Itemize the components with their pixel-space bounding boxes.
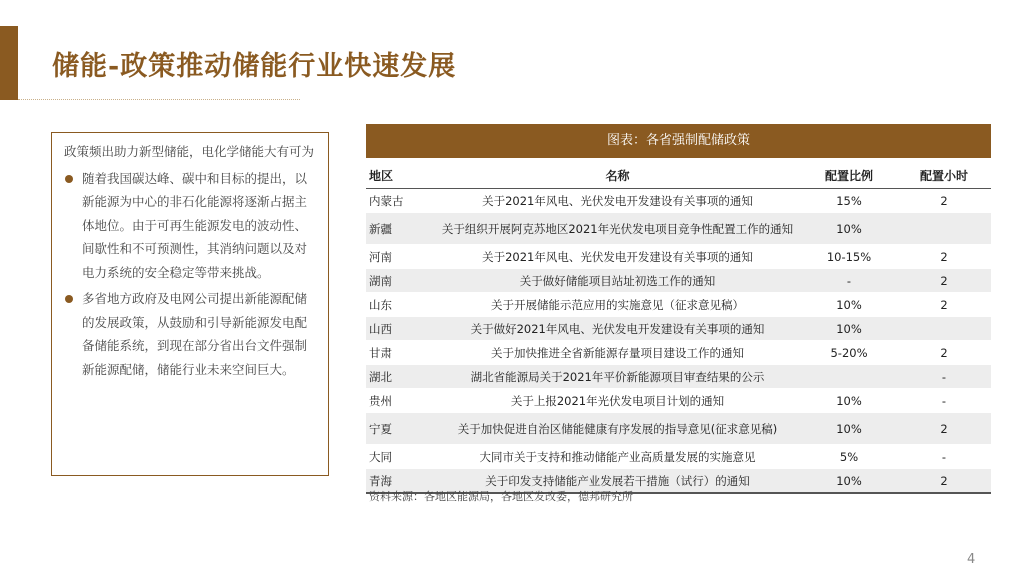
table-row — [366, 413, 991, 445]
cell-hours — [897, 317, 991, 341]
cell-policy-name: 关于上报2021年光伏发电项目计划的通知 — [434, 389, 801, 413]
cell-hours: 2 — [897, 245, 991, 269]
bullet-text: 随着我国碳达峰、碳中和目标的提出，以新能源为中心的非石化能源将逐渐占据主体地位。由于可再生能源发电的波动性、间歇性和不可预测性，其消纳问题以及对电力系统的安全稳定等带来挑战。 — [82, 170, 308, 280]
table-row — [366, 389, 991, 413]
title-accent-bar — [0, 26, 18, 100]
table-row — [366, 189, 991, 213]
page-title: 储能-政策推动储能行业快速发展 — [52, 51, 457, 82]
cell-ratio: - — [801, 269, 897, 293]
cell-region: 甘肃 — [366, 341, 434, 365]
source-note: 资料来源：各地区能源局，各地区发改委，德邦研究所 — [369, 490, 633, 503]
table-row — [366, 269, 991, 293]
cell-region: 湖南 — [366, 269, 434, 293]
cell-region: 湖北 — [366, 365, 434, 389]
cell-region: 青海 — [366, 469, 434, 494]
cell-region: 河南 — [366, 245, 434, 269]
cell-region: 大同 — [366, 445, 434, 469]
cell-policy-name: 关于2021年风电、光伏发电开发建设有关事项的通知 — [434, 245, 801, 269]
summary-textbox — [51, 132, 329, 476]
cell-ratio: 10% — [801, 389, 897, 413]
table-caption: 图表：各省强制配储政策 — [366, 124, 991, 158]
cell-policy-name: 关于2021年风电、光伏发电开发建设有关事项的通知 — [434, 189, 801, 213]
cell-policy-name: 关于组织开展阿克苏地区2021年光伏发电项目竞争性配置工作的通知 — [434, 213, 801, 245]
table-row — [366, 341, 991, 365]
cell-hours: 2 — [897, 469, 991, 494]
cell-hours: 2 — [897, 189, 991, 213]
cell-ratio: 10% — [801, 413, 897, 445]
cell-policy-name: 关于加快推进全省新能源存量项目建设工作的通知 — [434, 341, 801, 365]
table-row — [366, 293, 991, 317]
cell-hours: 2 — [897, 269, 991, 293]
cell-ratio: 10% — [801, 469, 897, 494]
header-name: 名称 — [434, 162, 801, 189]
cell-region: 山西 — [366, 317, 434, 341]
cell-ratio: 10% — [801, 317, 897, 341]
header-hours: 配置小时 — [897, 162, 991, 189]
header-ratio: 配置比例 — [801, 162, 897, 189]
cell-region: 新疆 — [366, 213, 434, 245]
table-header-row — [366, 162, 991, 189]
header-region: 地区 — [366, 162, 434, 189]
cell-hours: 2 — [897, 341, 991, 365]
cell-policy-name: 湖北省能源局关于2021年平价新能源项目审查结果的公示 — [434, 365, 801, 389]
cell-hours: 2 — [897, 293, 991, 317]
cell-ratio: 10% — [801, 293, 897, 317]
cell-policy-name: 关于印发支持储能产业发展若干措施（试行）的通知 — [434, 469, 801, 494]
cell-ratio: 5% — [801, 445, 897, 469]
cell-hours: - — [897, 389, 991, 413]
cell-ratio: 5-20% — [801, 341, 897, 365]
summary-bullet — [64, 287, 318, 381]
cell-policy-name: 关于做好储能项目站址初选工作的通知 — [434, 269, 801, 293]
cell-ratio: 10-15% — [801, 245, 897, 269]
cell-region: 贵州 — [366, 389, 434, 413]
table-row — [366, 245, 991, 269]
title-divider — [18, 99, 300, 100]
cell-ratio — [801, 365, 897, 389]
cell-region: 宁夏 — [366, 413, 434, 445]
cell-policy-name: 关于加快促进自治区储能健康有序发展的指导意见(征求意见稿) — [434, 413, 801, 445]
cell-hours: 2 — [897, 413, 991, 445]
bullet-dot-icon — [65, 175, 73, 183]
cell-policy-name: 关于开展储能示范应用的实施意见（征求意见稿） — [434, 293, 801, 317]
cell-hours: - — [897, 365, 991, 389]
cell-region: 山东 — [366, 293, 434, 317]
cell-ratio: 15% — [801, 189, 897, 213]
table-row — [366, 213, 991, 245]
cell-policy-name: 关于做好2021年风电、光伏发电开发建设有关事项的通知 — [434, 317, 801, 341]
summary-bullet — [64, 167, 318, 285]
bullet-text: 多省地方政府及电网公司提出新能源配储的发展政策，从鼓励和引导新能源发电配备储能系统，到现在部分省出台文件强制新能源配储，储能行业未来空间巨大。 — [82, 291, 308, 377]
table-row — [366, 445, 991, 469]
policy-table — [366, 162, 991, 494]
bullet-dot-icon — [65, 295, 73, 303]
cell-ratio: 10% — [801, 213, 897, 245]
cell-policy-name: 大同市关于支持和推动储能产业高质量发展的实施意见 — [434, 445, 801, 469]
table-row — [366, 317, 991, 341]
cell-region: 内蒙古 — [366, 189, 434, 213]
table-row — [366, 365, 991, 389]
summary-intro: 政策频出助力新型储能，电化学储能大有可为 — [64, 144, 315, 159]
cell-hours: - — [897, 445, 991, 469]
cell-hours — [897, 213, 991, 245]
page-number: 4 — [967, 552, 976, 567]
